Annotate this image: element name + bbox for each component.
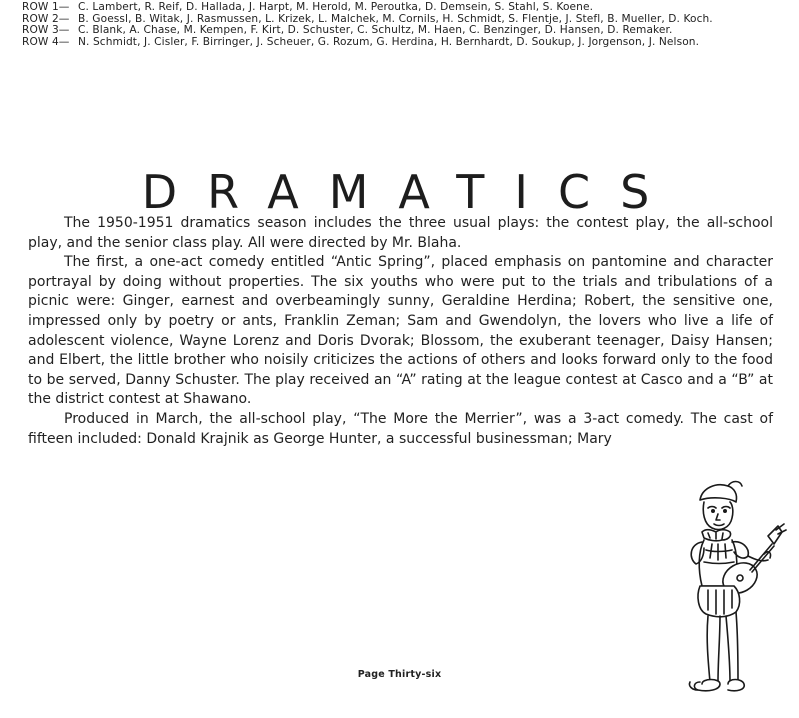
row-label: ROW 3—	[22, 24, 70, 36]
row-names: C. Blank, A. Chase, M. Kempen, F. Kirt, D. Schuster, C. Schultz, M. Haen, C. Benzinger, D. Hansen, D. Remaker.	[78, 24, 673, 36]
row-names: B. Goessl, B. Witak, J. Rasmussen, L. Krizek, L. Malchek, M. Cornils, H. Schmidt, S. Flentje, J. Stefl, B. Mueller, D. Koch.	[78, 12, 713, 25]
row-names: C. Lambert, R. Reif, D. Hallada, J. Harpt, M. Herold, M. Peroutka, D. Demsein, S. Stahl, S. Koene.	[78, 1, 594, 13]
group-photo-caption	[22, 2, 782, 48]
paragraph-3: Produced in March, the all-school play, “The More the Merrier”, was a 3-act comedy. The cast of fifteen included: Donald Krajnik as George Hunter, a successful businessman; Mary	[28, 410, 773, 447]
paragraph-2: The first, a one-act comedy entitled “Antic Spring”, placed emphasis on pantomine and character portrayal by doing without properties. The six youths who were put to the trials and tribulations of a picnic were: Ginger, earnest and overbeamingly sunny, Geraldine Herdina; Robert, the sensitive one, impressed only by poetry or ants, Franklin Zeman; Sam and Gwendolyn, the lovers who live a life of adolescent violence, Wayne Lorenz and Doris Dvorak; Blossom, the exuberant teenager, Daisy Hansen; and Elbert, the little brother who noisily criticizes the actions of others and looks forward only to the food to be served, Danny Schuster. The play received an “A” rating at the league contest at Casco and a “B” at the district contest at Shawano.	[28, 254, 773, 408]
caption-row-4	[22, 37, 782, 49]
row-label: ROW 4—	[22, 35, 70, 48]
page-title: DRAMATICS	[141, 164, 680, 219]
paragraph-1: The 1950-1951 dramatics season includes the three usual plays: the contest play, the all-school play, and the senior class play. All were directed by Mr. Blaha.	[28, 215, 773, 251]
page-number: Page Thirty-six	[357, 669, 442, 680]
article-body	[28, 214, 773, 449]
caption-row-3	[22, 25, 782, 37]
row-names: N. Schmidt, J. Cisler, F. Birringer, J. Scheuer, G. Rozum, G. Herdina, H. Bernhardt, D. Soukup, J. Jorgenson, J. Nelson.	[78, 35, 700, 48]
row-label: ROW 2—	[22, 12, 70, 25]
caption-row-1	[22, 2, 782, 14]
row-label: ROW 1—	[22, 1, 70, 13]
